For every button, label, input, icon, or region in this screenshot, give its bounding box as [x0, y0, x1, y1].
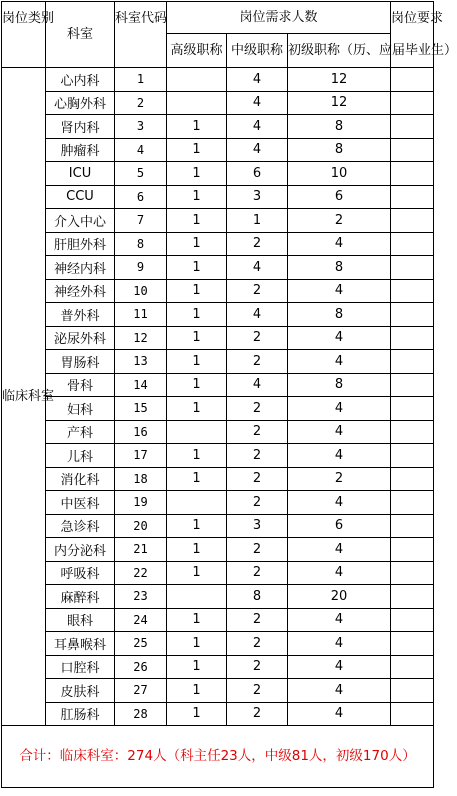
senior-count-cell: 1: [167, 702, 227, 726]
table-row: [2, 561, 434, 585]
junior-count-cell: 2: [288, 467, 391, 491]
code-cell: 28: [115, 702, 167, 726]
junior-count-cell: 6: [288, 514, 391, 538]
junior-count-cell: 4: [288, 232, 391, 256]
intermediate-count-cell: 4: [227, 138, 288, 162]
junior-count-cell: 12: [288, 68, 391, 92]
senior-count-cell: 1: [167, 608, 227, 632]
requirement-cell: [391, 279, 434, 303]
code-cell: 1: [115, 68, 167, 92]
junior-count-cell: 4: [288, 608, 391, 632]
header-department: 科室: [46, 2, 115, 68]
code-cell: 15: [115, 397, 167, 421]
department-cell: 肿瘤科: [46, 138, 115, 162]
requirement-cell: [391, 585, 434, 609]
department-cell: ICU: [46, 162, 115, 186]
junior-count-cell: 8: [288, 256, 391, 280]
header-row-1: [2, 2, 434, 34]
junior-count-cell: 4: [288, 397, 391, 421]
senior-count-cell: 1: [167, 256, 227, 280]
requirement-cell: [391, 514, 434, 538]
department-cell: 肝胆外科: [46, 232, 115, 256]
senior-count-cell: 1: [167, 655, 227, 679]
department-cell: 介入中心: [46, 209, 115, 233]
requirement-cell: [391, 209, 434, 233]
requirement-cell: [391, 350, 434, 374]
intermediate-count-cell: 2: [227, 279, 288, 303]
code-cell: 23: [115, 585, 167, 609]
table-row: [2, 115, 434, 139]
code-cell: 22: [115, 561, 167, 585]
intermediate-count-cell: 1: [227, 209, 288, 233]
senior-count-cell: 1: [167, 162, 227, 186]
code-cell: 24: [115, 608, 167, 632]
total-summary: 合计：临床科室：274人（科主任23人，中级81人，初级170人）: [2, 726, 434, 788]
table-row: [2, 232, 434, 256]
junior-count-cell: 10: [288, 162, 391, 186]
department-cell: 泌尿外科: [46, 326, 115, 350]
requirement-cell: [391, 91, 434, 115]
department-cell: 呼吸科: [46, 561, 115, 585]
table-row: [2, 185, 434, 209]
table-row: [2, 256, 434, 280]
requirement-cell: [391, 162, 434, 186]
intermediate-count-cell: 2: [227, 232, 288, 256]
header-junior: 初级职称（历、应届毕业生）: [288, 34, 391, 68]
table-row: [2, 655, 434, 679]
junior-count-cell: 4: [288, 702, 391, 726]
junior-count-cell: 8: [288, 138, 391, 162]
intermediate-count-cell: 3: [227, 514, 288, 538]
junior-count-cell: 8: [288, 303, 391, 327]
junior-count-cell: 12: [288, 91, 391, 115]
senior-count-cell: 1: [167, 561, 227, 585]
code-cell: 6: [115, 185, 167, 209]
requirement-cell: [391, 138, 434, 162]
junior-count-cell: 4: [288, 655, 391, 679]
code-cell: 26: [115, 655, 167, 679]
junior-count-cell: 8: [288, 115, 391, 139]
department-cell: 神经外科: [46, 279, 115, 303]
code-cell: 4: [115, 138, 167, 162]
department-cell: 消化科: [46, 467, 115, 491]
intermediate-count-cell: 2: [227, 702, 288, 726]
table-row: [2, 632, 434, 656]
senior-count-cell: 1: [167, 279, 227, 303]
category-cell: 临床科室: [2, 68, 46, 726]
intermediate-count-cell: 2: [227, 397, 288, 421]
code-cell: 25: [115, 632, 167, 656]
table-row: [2, 397, 434, 421]
table-row: [2, 138, 434, 162]
code-cell: 10: [115, 279, 167, 303]
code-cell: 3: [115, 115, 167, 139]
requirement-cell: [391, 538, 434, 562]
requirement-cell: [391, 303, 434, 327]
table-row: [2, 91, 434, 115]
requirement-cell: [391, 115, 434, 139]
senior-count-cell: 1: [167, 373, 227, 397]
department-cell: 心内科: [46, 68, 115, 92]
senior-count-cell: 1: [167, 538, 227, 562]
footer-row: [2, 726, 434, 788]
table-row: [2, 162, 434, 186]
intermediate-count-cell: 2: [227, 538, 288, 562]
department-cell: 妇科: [46, 397, 115, 421]
junior-count-cell: 8: [288, 373, 391, 397]
code-cell: 8: [115, 232, 167, 256]
requirement-cell: [391, 491, 434, 515]
junior-count-cell: 4: [288, 279, 391, 303]
table-body: [2, 68, 434, 726]
requirement-cell: [391, 702, 434, 726]
table-row: [2, 608, 434, 632]
requirement-cell: [391, 256, 434, 280]
junior-count-cell: 4: [288, 444, 391, 468]
department-cell: 神经内科: [46, 256, 115, 280]
requirement-cell: [391, 397, 434, 421]
table-row: [2, 514, 434, 538]
code-cell: 18: [115, 467, 167, 491]
junior-count-cell: 4: [288, 420, 391, 444]
senior-count-cell: [167, 585, 227, 609]
junior-count-cell: 4: [288, 561, 391, 585]
department-cell: 肛肠科: [46, 702, 115, 726]
intermediate-count-cell: 2: [227, 326, 288, 350]
requirement-cell: [391, 420, 434, 444]
intermediate-count-cell: 3: [227, 185, 288, 209]
code-cell: 12: [115, 326, 167, 350]
requirement-cell: [391, 632, 434, 656]
senior-count-cell: 1: [167, 209, 227, 233]
requirement-cell: [391, 655, 434, 679]
senior-count-cell: 1: [167, 397, 227, 421]
department-cell: 口腔科: [46, 655, 115, 679]
code-cell: 2: [115, 91, 167, 115]
junior-count-cell: 4: [288, 491, 391, 515]
junior-count-cell: 4: [288, 350, 391, 374]
intermediate-count-cell: 2: [227, 561, 288, 585]
code-cell: 20: [115, 514, 167, 538]
intermediate-count-cell: 2: [227, 350, 288, 374]
code-cell: 27: [115, 679, 167, 703]
junior-count-cell: 4: [288, 326, 391, 350]
department-cell: 皮肤科: [46, 679, 115, 703]
intermediate-count-cell: 6: [227, 162, 288, 186]
senior-count-cell: 1: [167, 303, 227, 327]
intermediate-count-cell: 4: [227, 303, 288, 327]
senior-count-cell: [167, 68, 227, 92]
table-row: [2, 467, 434, 491]
header-demand-group: 岗位需求人数: [167, 2, 391, 34]
header-requirement: 岗位要求: [391, 2, 434, 68]
requirement-cell: [391, 561, 434, 585]
junior-count-cell: 4: [288, 632, 391, 656]
junior-count-cell: 20: [288, 585, 391, 609]
senior-count-cell: 1: [167, 679, 227, 703]
junior-count-cell: 6: [288, 185, 391, 209]
intermediate-count-cell: 2: [227, 467, 288, 491]
senior-count-cell: 1: [167, 326, 227, 350]
senior-count-cell: [167, 91, 227, 115]
table-row: [2, 679, 434, 703]
department-cell: 普外科: [46, 303, 115, 327]
junior-count-cell: 2: [288, 209, 391, 233]
intermediate-count-cell: 4: [227, 91, 288, 115]
intermediate-count-cell: 2: [227, 632, 288, 656]
department-cell: 胃肠科: [46, 350, 115, 374]
department-cell: 骨科: [46, 373, 115, 397]
table-row: [2, 303, 434, 327]
department-cell: 眼科: [46, 608, 115, 632]
code-cell: 13: [115, 350, 167, 374]
intermediate-count-cell: 4: [227, 68, 288, 92]
requirement-cell: [391, 373, 434, 397]
intermediate-count-cell: 2: [227, 491, 288, 515]
table-row: [2, 326, 434, 350]
table-row: [2, 491, 434, 515]
senior-count-cell: 1: [167, 138, 227, 162]
requirement-cell: [391, 444, 434, 468]
intermediate-count-cell: 2: [227, 420, 288, 444]
table-row: [2, 68, 434, 92]
code-cell: 5: [115, 162, 167, 186]
requirement-cell: [391, 679, 434, 703]
header-code: 科室代码: [115, 2, 167, 68]
code-cell: 11: [115, 303, 167, 327]
senior-count-cell: [167, 420, 227, 444]
code-cell: 17: [115, 444, 167, 468]
department-cell: 中医科: [46, 491, 115, 515]
header-intermediate: 中级职称: [227, 34, 288, 68]
intermediate-count-cell: 4: [227, 115, 288, 139]
requirement-cell: [391, 68, 434, 92]
code-cell: 19: [115, 491, 167, 515]
senior-count-cell: 1: [167, 115, 227, 139]
senior-count-cell: 1: [167, 632, 227, 656]
staffing-table: [1, 1, 457, 788]
department-cell: CCU: [46, 185, 115, 209]
code-cell: 7: [115, 209, 167, 233]
code-cell: 16: [115, 420, 167, 444]
intermediate-count-cell: 8: [227, 585, 288, 609]
intermediate-count-cell: 2: [227, 444, 288, 468]
intermediate-count-cell: 2: [227, 679, 288, 703]
senior-count-cell: 1: [167, 444, 227, 468]
code-cell: 9: [115, 256, 167, 280]
intermediate-count-cell: 4: [227, 256, 288, 280]
junior-count-cell: 4: [288, 679, 391, 703]
header-category: 岗位类别: [2, 2, 46, 68]
intermediate-count-cell: 2: [227, 655, 288, 679]
department-cell: 肾内科: [46, 115, 115, 139]
table-row: [2, 585, 434, 609]
department-cell: 内分泌科: [46, 538, 115, 562]
requirement-cell: [391, 608, 434, 632]
department-cell: 心胸外科: [46, 91, 115, 115]
table-row: [2, 702, 434, 726]
senior-count-cell: 1: [167, 514, 227, 538]
table-row: [2, 373, 434, 397]
department-cell: 儿科: [46, 444, 115, 468]
header-senior: 高级职称: [167, 34, 227, 68]
intermediate-count-cell: 4: [227, 373, 288, 397]
intermediate-count-cell: 2: [227, 608, 288, 632]
department-cell: 产科: [46, 420, 115, 444]
table-row: [2, 538, 434, 562]
senior-count-cell: [167, 491, 227, 515]
requirement-cell: [391, 185, 434, 209]
senior-count-cell: 1: [167, 185, 227, 209]
code-cell: 14: [115, 373, 167, 397]
department-cell: 急诊科: [46, 514, 115, 538]
table-row: [2, 444, 434, 468]
table-row: [2, 279, 434, 303]
senior-count-cell: 1: [167, 467, 227, 491]
table-row: [2, 420, 434, 444]
department-cell: 耳鼻喉科: [46, 632, 115, 656]
code-cell: 21: [115, 538, 167, 562]
requirement-cell: [391, 232, 434, 256]
requirement-cell: [391, 326, 434, 350]
senior-count-cell: 1: [167, 350, 227, 374]
junior-count-cell: 4: [288, 538, 391, 562]
senior-count-cell: 1: [167, 232, 227, 256]
department-cell: 麻醉科: [46, 585, 115, 609]
requirement-cell: [391, 467, 434, 491]
table-row: [2, 350, 434, 374]
table-row: [2, 209, 434, 233]
